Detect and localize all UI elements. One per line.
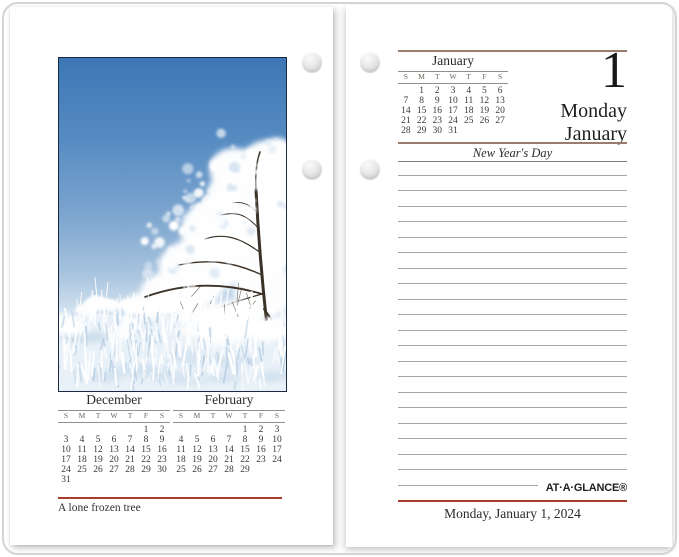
date-cell: 26 <box>93 465 103 475</box>
mini-calendar-weekday-header <box>173 410 285 423</box>
date-cell: 18 <box>176 455 186 465</box>
date-cell <box>221 425 237 435</box>
date-cell: 25 <box>463 116 474 126</box>
weekday-letter: F <box>482 72 487 81</box>
weekday-letter: W <box>110 411 118 420</box>
binder-hole <box>302 159 322 179</box>
header-top-rule <box>398 50 627 52</box>
holiday-underline <box>398 161 627 162</box>
date-cell: 14 <box>125 445 135 455</box>
date-cell: 31 <box>61 475 71 485</box>
date-cell: 21 <box>401 116 411 126</box>
ruled-line <box>398 376 627 377</box>
date-cell: 25 <box>176 465 186 475</box>
weekday-letter: S <box>159 411 165 420</box>
weekday-letter: M <box>418 72 425 81</box>
date-cell: 25 <box>77 465 87 475</box>
ruled-line <box>398 299 627 300</box>
ruled-line <box>398 175 627 176</box>
date-cell: 15 <box>416 106 427 116</box>
date-cell: 2 <box>159 425 165 435</box>
date-cell: 1 <box>242 425 248 435</box>
date-cell: 24 <box>61 465 71 475</box>
date-cell: 30 <box>157 465 167 475</box>
date-cell: 17 <box>61 455 71 465</box>
date-cell: 22 <box>141 455 151 465</box>
date-cell: 19 <box>192 455 202 465</box>
date-cell: 16 <box>157 445 167 455</box>
date-cell <box>90 425 106 435</box>
date-cell: 12 <box>93 445 103 455</box>
weekday-letter: S <box>178 411 184 420</box>
mini-calendar-weekday-header <box>398 71 508 84</box>
mini-calendar-dates <box>173 425 285 475</box>
mini-calendar-month-title: December <box>86 392 142 407</box>
date-cell: 18 <box>463 106 474 116</box>
weekday-letter: W <box>225 411 233 420</box>
ruled-line <box>398 454 627 455</box>
date-cell: 28 <box>401 126 411 136</box>
date-cell: 7 <box>226 435 232 445</box>
date-cell: 4 <box>466 86 472 96</box>
footer-date: Monday, January 1, 2024 <box>444 506 581 521</box>
date-cell <box>205 425 221 435</box>
ruled-line <box>398 268 627 269</box>
date-cell: 26 <box>479 116 490 126</box>
weekday-letter: T <box>466 72 471 81</box>
date-cell: 9 <box>159 435 165 445</box>
date-cell: 14 <box>224 445 234 455</box>
date-cell <box>106 475 122 485</box>
date-cell: 15 <box>240 445 250 455</box>
date-cell: 30 <box>432 126 443 136</box>
photo-frozen-tree <box>58 57 287 392</box>
date-cell: 10 <box>272 435 282 445</box>
weekday-letter: W <box>449 72 457 81</box>
ruled-line <box>398 469 627 470</box>
date-cell: 23 <box>157 455 167 465</box>
date-cell: 5 <box>482 86 487 96</box>
date-cell: 20 <box>208 455 218 465</box>
weekday-letter: T <box>434 72 440 81</box>
weekday-letter: S <box>403 72 408 81</box>
weekday-letter: T <box>127 411 133 420</box>
date-cell: 16 <box>432 106 443 116</box>
date-cell: 4 <box>178 435 184 445</box>
ruled-line <box>398 190 627 191</box>
date-cell: 11 <box>77 445 87 455</box>
ruled-line <box>398 237 627 238</box>
mini-calendar-february <box>173 393 285 475</box>
mini-calendar-month-title: February <box>204 392 254 407</box>
date-cell: 21 <box>125 455 135 465</box>
footer-red-rule <box>398 500 627 502</box>
date-cell: 29 <box>141 465 151 475</box>
date-cell <box>253 465 269 475</box>
date-cell: 8 <box>143 435 149 445</box>
ruled-line <box>398 361 627 362</box>
date-cell: 27 <box>208 465 218 475</box>
date-cell: 5 <box>194 435 200 445</box>
ruled-line <box>398 252 627 253</box>
mini-calendar-dates <box>58 425 170 485</box>
date-cell: 20 <box>109 455 119 465</box>
date-cell <box>58 425 74 435</box>
date-cell: 10 <box>448 96 458 106</box>
calendar-left-page <box>10 7 333 545</box>
date-cell: 2 <box>434 86 440 96</box>
left-page-red-rule <box>58 497 282 499</box>
binder-hole <box>360 159 380 179</box>
date-cell: 9 <box>258 435 264 445</box>
date-cell: 16 <box>256 445 266 455</box>
weekday-letter: M <box>78 411 86 420</box>
mini-calendar-dates <box>398 86 508 136</box>
date-cell: 27 <box>109 465 119 475</box>
date-cell: 8 <box>419 96 424 106</box>
date-cell: 12 <box>479 96 490 106</box>
date-cell: 20 <box>495 106 505 116</box>
date-cell: 11 <box>464 96 474 106</box>
holiday-label: New Year's Day <box>472 146 553 160</box>
weekday-letter: F <box>258 411 264 420</box>
ruled-line <box>398 392 627 393</box>
date-cell <box>477 126 493 136</box>
frozen-tree-illustration <box>59 58 286 391</box>
date-cell: 29 <box>416 126 427 136</box>
weekday-letter: S <box>274 411 280 420</box>
date-cell: 6 <box>111 435 117 445</box>
date-cell: 26 <box>192 465 202 475</box>
date-cell: 27 <box>495 116 505 126</box>
date-cell: 18 <box>77 455 87 465</box>
date-cell <box>269 465 285 475</box>
date-cell <box>138 475 154 485</box>
ruled-line <box>398 206 627 207</box>
ruled-line <box>398 438 627 439</box>
date-cell: 3 <box>63 435 69 445</box>
date-cell: 4 <box>79 435 85 445</box>
ruled-line <box>398 330 627 331</box>
weekday-letter: T <box>242 411 248 420</box>
date-cell <box>122 425 138 435</box>
date-cell: 1 <box>143 425 149 435</box>
date-cell: 19 <box>479 106 490 116</box>
ruled-line <box>398 407 627 408</box>
date-cell: 13 <box>208 445 218 455</box>
day-number: 1 <box>601 42 627 99</box>
date-cell: 22 <box>416 116 427 126</box>
ruled-line <box>398 283 627 284</box>
calendar-right-page <box>346 5 672 547</box>
date-cell <box>189 425 205 435</box>
date-cell <box>90 475 106 485</box>
weekday-letter: F <box>143 411 149 420</box>
ruled-line <box>398 314 627 315</box>
date-cell: 23 <box>432 116 443 126</box>
date-cell: 29 <box>240 465 250 475</box>
weekday-letter: T <box>95 411 101 420</box>
month-name: January <box>564 123 627 145</box>
date-cell: 14 <box>401 106 411 116</box>
date-cell: 22 <box>240 455 250 465</box>
mini-calendar-january <box>398 54 508 136</box>
ruled-line <box>398 423 627 424</box>
date-cell: 24 <box>448 116 458 126</box>
date-cell: 3 <box>450 86 456 96</box>
date-cell: 17 <box>272 445 282 455</box>
date-cell: 21 <box>224 455 234 465</box>
date-cell: 28 <box>224 465 234 475</box>
date-cell: 17 <box>448 106 458 116</box>
date-cell <box>154 475 170 485</box>
day-name: Monday <box>560 100 627 122</box>
date-cell: 13 <box>109 445 119 455</box>
date-cell: 15 <box>141 445 151 455</box>
weekday-letter: M <box>193 411 201 420</box>
date-cell <box>74 425 90 435</box>
date-cell: 7 <box>403 96 409 106</box>
date-cell <box>74 475 90 485</box>
brand-logo: AT·A·GLANCE® <box>538 482 627 496</box>
photo-caption: A lone frozen tree <box>58 502 141 514</box>
date-cell: 13 <box>495 96 505 106</box>
binder-hole <box>360 52 380 72</box>
date-cell: 5 <box>95 435 101 445</box>
date-cell <box>492 126 508 136</box>
date-cell: 19 <box>93 455 103 465</box>
header-bottom-rule <box>398 142 627 144</box>
mini-calendar-month-title: January <box>432 53 474 68</box>
ruled-line <box>398 221 627 222</box>
date-cell: 12 <box>192 445 202 455</box>
mini-calendar-december <box>58 393 170 485</box>
date-cell: 7 <box>127 435 133 445</box>
weekday-letter: T <box>210 411 216 420</box>
weekday-letter: S <box>498 72 503 81</box>
date-cell <box>122 475 138 485</box>
binder-hole <box>302 52 322 72</box>
date-cell: 6 <box>210 435 216 445</box>
date-cell: 31 <box>448 126 458 136</box>
date-cell <box>173 425 189 435</box>
date-cell <box>461 126 477 136</box>
date-cell: 11 <box>176 445 186 455</box>
date-cell: 8 <box>242 435 248 445</box>
date-cell <box>398 86 414 96</box>
date-cell: 3 <box>274 425 280 435</box>
date-cell: 6 <box>497 86 503 96</box>
date-cell <box>106 425 122 435</box>
weekday-letter: S <box>63 411 69 420</box>
date-cell: 2 <box>258 425 264 435</box>
date-cell: 9 <box>434 96 440 106</box>
mini-calendar-weekday-header <box>58 410 170 423</box>
date-cell: 23 <box>256 455 266 465</box>
date-cell: 10 <box>61 445 71 455</box>
date-cell: 28 <box>125 465 135 475</box>
date-cell: 24 <box>272 455 282 465</box>
ruled-line <box>398 345 627 346</box>
date-cell: 1 <box>419 86 424 96</box>
